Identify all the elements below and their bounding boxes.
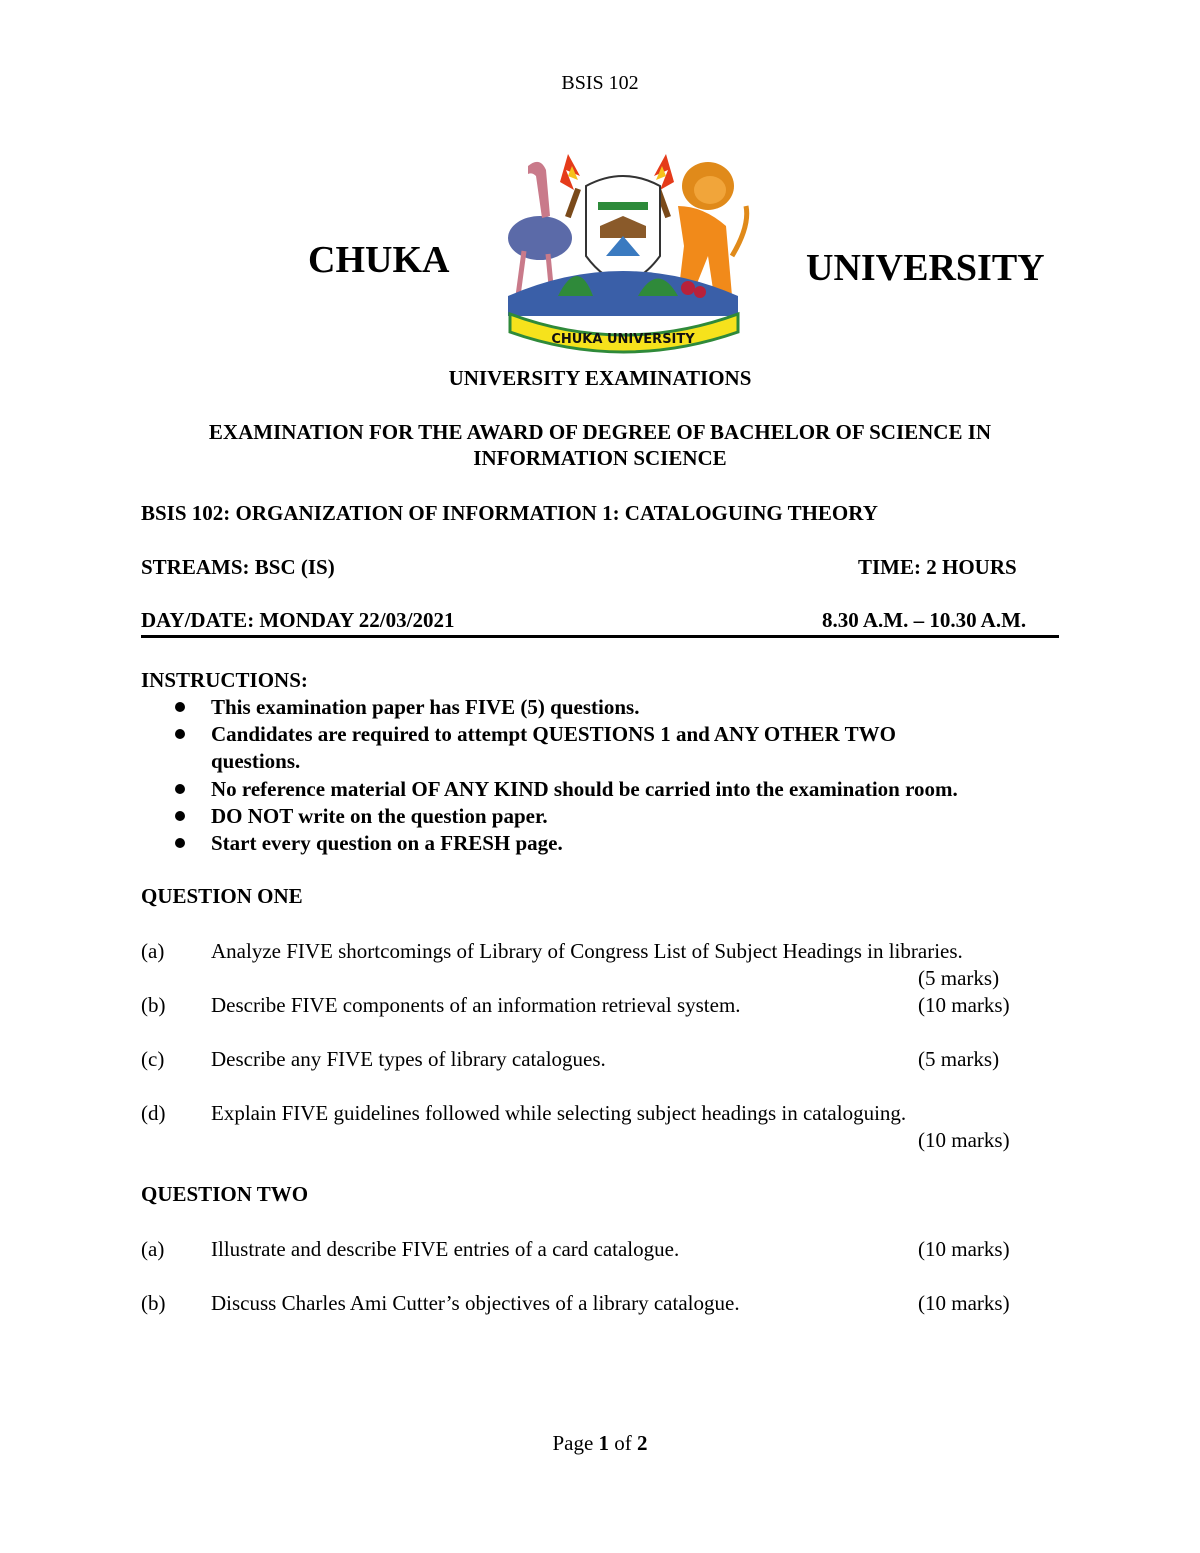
instruction-item: No reference material OF ANY KIND should be carried into the examination room. (211, 777, 958, 801)
streams: STREAMS: BSC (IS) (141, 555, 335, 579)
part-label: (a) (141, 939, 165, 963)
footer-page-number: 1 (598, 1431, 610, 1455)
part-label: (d) (141, 1101, 166, 1125)
part-marks: (5 marks) (918, 966, 1000, 990)
university-crest (488, 146, 758, 356)
exam-title: UNIVERSITY EXAMINATIONS (448, 366, 752, 390)
footer-of-word: of (614, 1431, 632, 1455)
bullet-icon (175, 702, 185, 712)
part-marks: (5 marks) (918, 1047, 1000, 1071)
footer-page-total: 2 (637, 1431, 648, 1455)
part-label: (b) (141, 993, 166, 1017)
part-text: Explain FIVE guidelines followed while selecting subject headings in cataloguing. (211, 1101, 907, 1125)
university-name-left: CHUKA (308, 239, 450, 281)
page-footer (0, 1431, 1200, 1456)
bullet-icon (175, 784, 185, 794)
award-line-1: EXAMINATION FOR THE AWARD OF DEGREE OF BACHELOR OF SCIENCE IN (208, 420, 992, 444)
exam-day-date: DAY/DATE: MONDAY 22/03/2021 (141, 608, 455, 632)
part-text: Describe FIVE components of an information retrieval system. (211, 993, 741, 1017)
part-text: Describe any FIVE types of library catalogues. (211, 1047, 606, 1071)
part-label: (c) (141, 1047, 165, 1071)
instruction-item: DO NOT write on the question paper. (211, 804, 548, 828)
part-label: (a) (141, 1237, 165, 1261)
bullet-icon (175, 838, 185, 848)
part-marks: (10 marks) (918, 1128, 1010, 1152)
award-line-2: INFORMATION SCIENCE (473, 446, 727, 470)
bullet-icon (175, 811, 185, 821)
question-heading: QUESTION TWO (141, 1182, 309, 1206)
part-label: (b) (141, 1291, 166, 1315)
university-name-right: UNIVERSITY (806, 247, 1045, 289)
instructions-heading: INSTRUCTIONS: (141, 668, 308, 692)
part-marks: (10 marks) (918, 1291, 1010, 1315)
part-marks: (10 marks) (918, 1237, 1010, 1261)
course-code-header: BSIS 102 (561, 72, 639, 94)
footer-page-word: Page (552, 1431, 594, 1455)
instruction-item: Candidates are required to attempt QUESTIONS 1 and ANY OTHER TWO (211, 722, 896, 746)
exam-time: TIME: 2 HOURS (858, 555, 1017, 579)
crest-ribbon-text: CHUKA UNIVERSITY (551, 332, 695, 347)
course-title: BSIS 102: ORGANIZATION OF INFORMATION 1: CATALOGUING THEORY (141, 501, 878, 525)
part-text: Illustrate and describe FIVE entries of a card catalogue. (211, 1237, 680, 1261)
instruction-item-continued: questions. (211, 749, 301, 773)
part-text: Discuss Charles Ami Cutter’s objectives of a library catalogue. (211, 1291, 740, 1315)
question-heading: QUESTION ONE (141, 884, 303, 908)
part-text: Analyze FIVE shortcomings of Library of Congress List of Subject Headings in libraries. (211, 939, 963, 963)
part-marks: (10 marks) (918, 993, 1010, 1017)
bullet-icon (175, 729, 185, 739)
exam-hours: 8.30 A.M. – 10.30 A.M. (822, 608, 1027, 632)
header-divider (141, 635, 1059, 638)
instruction-item: This examination paper has FIVE (5) questions. (211, 695, 640, 719)
instruction-item: Start every question on a FRESH page. (211, 831, 563, 855)
